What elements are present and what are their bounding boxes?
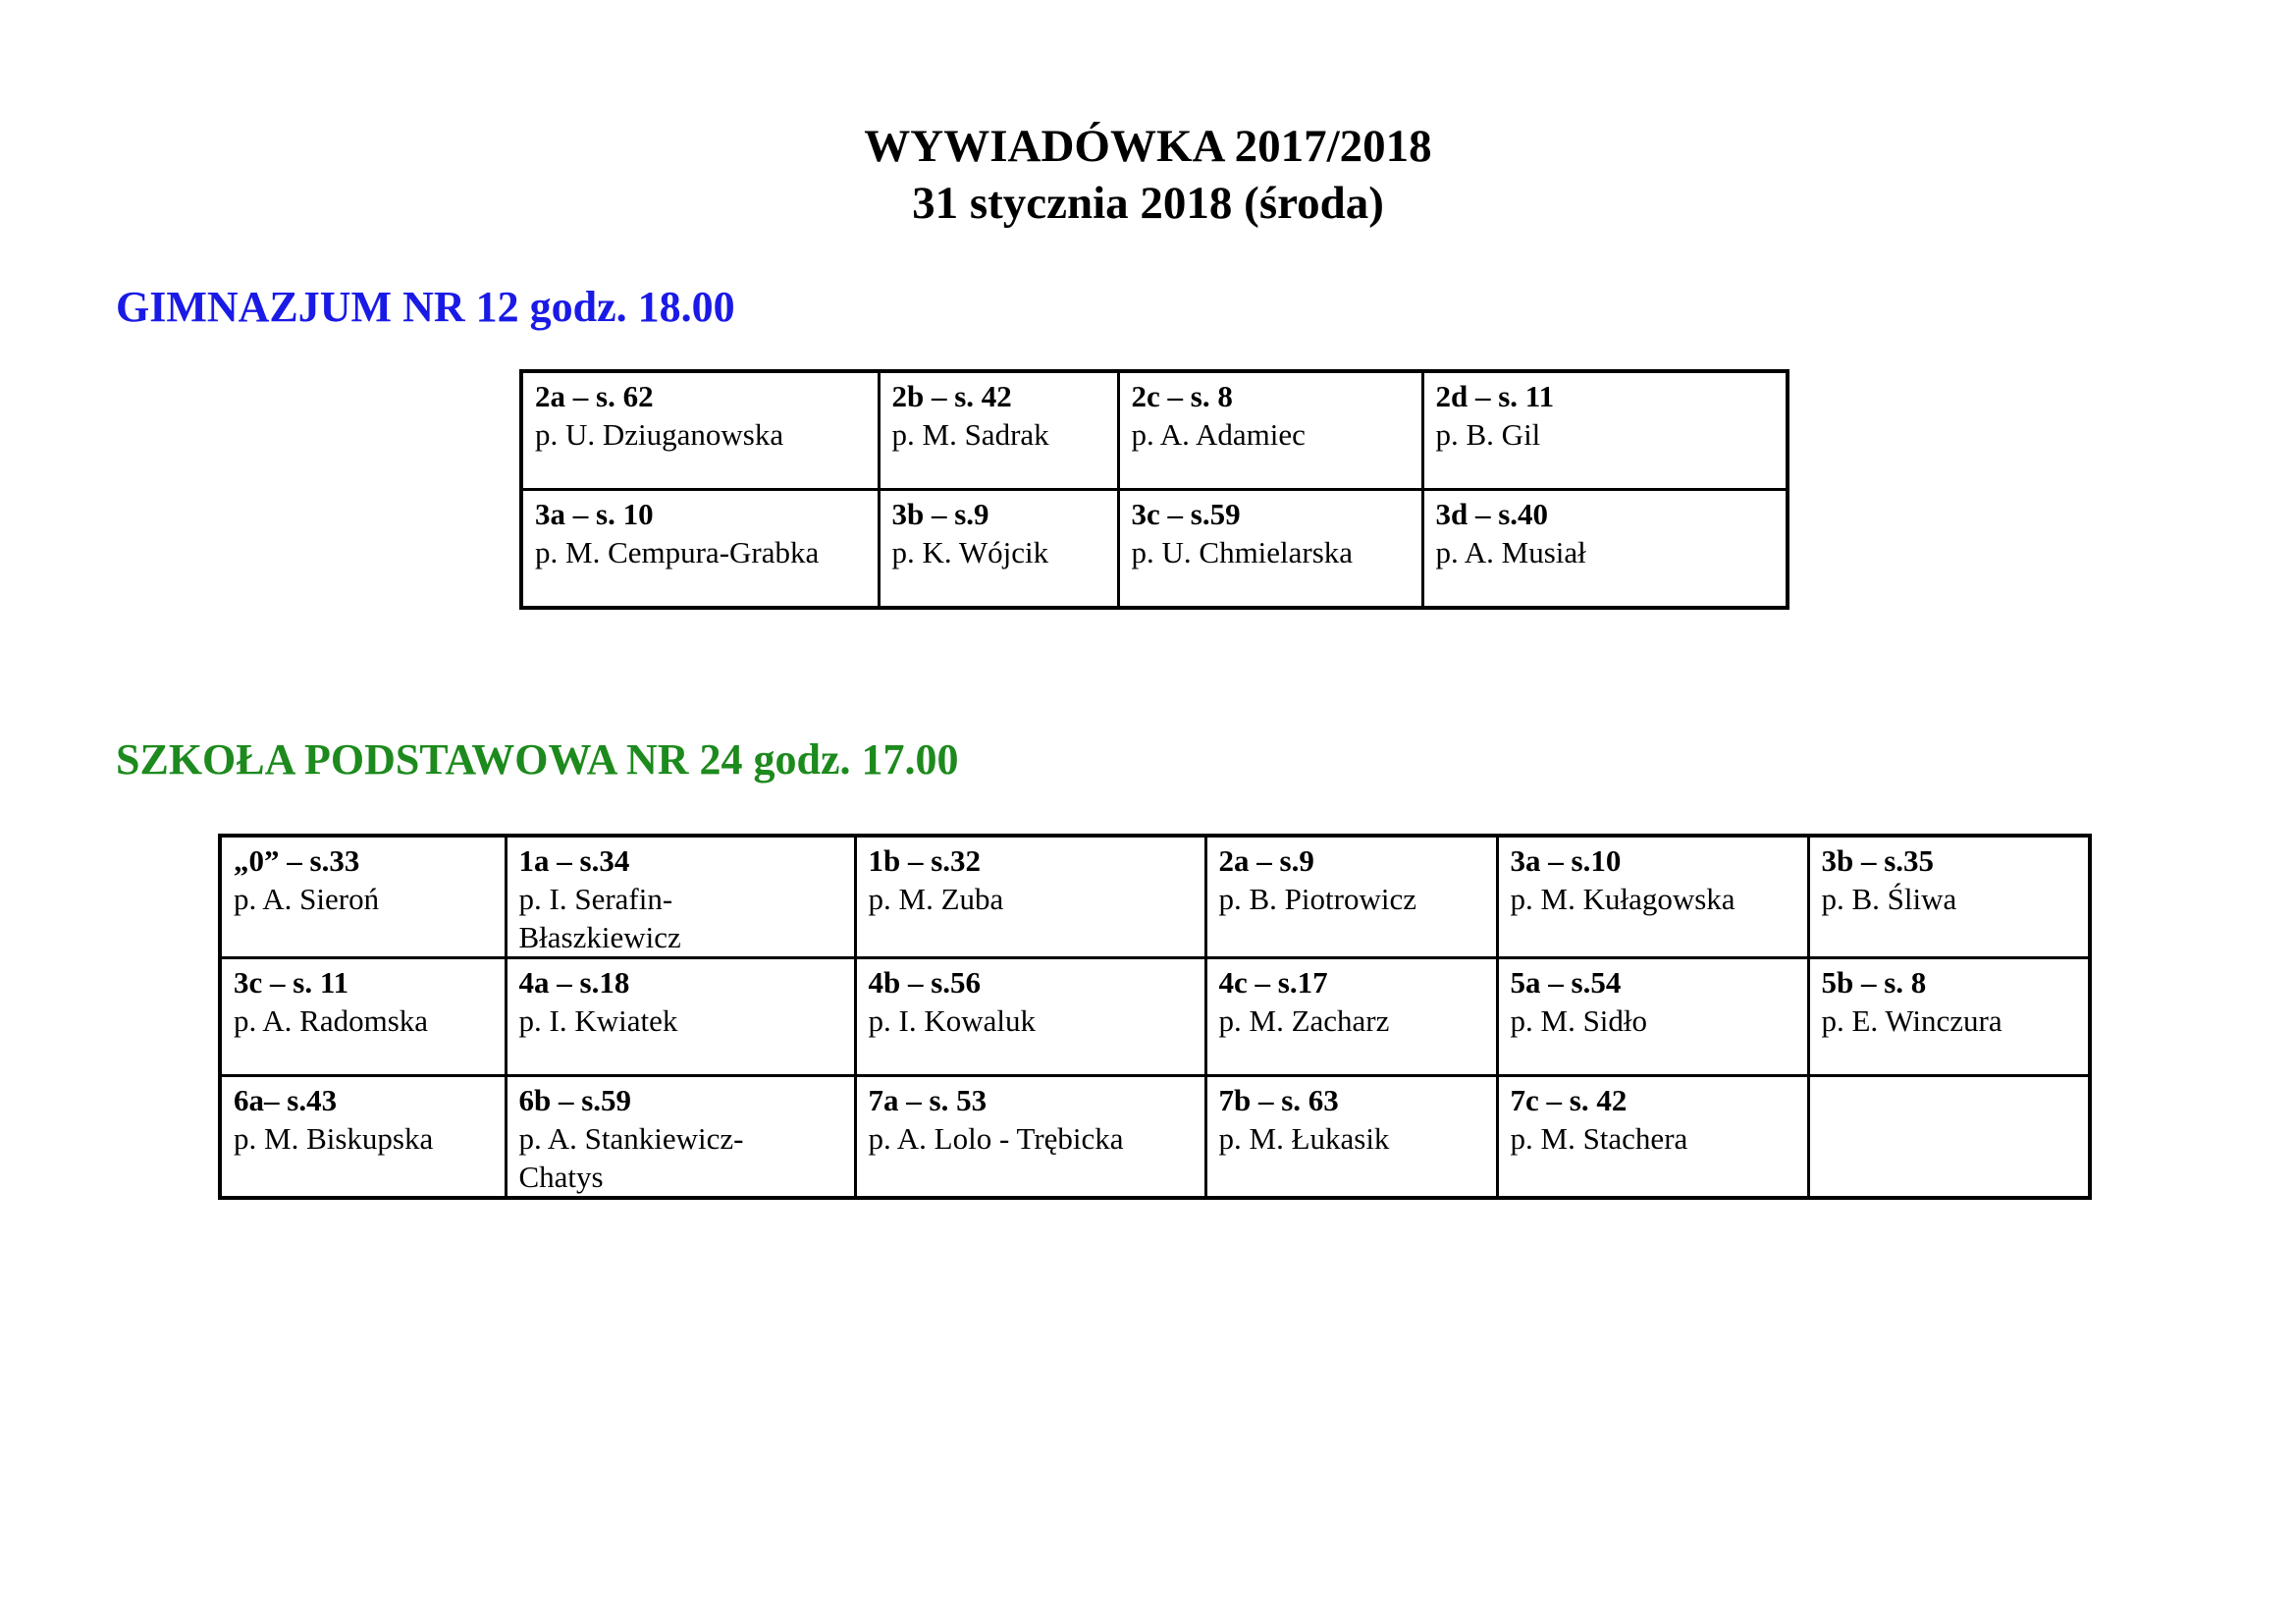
teacher-name: p. A. Radomska [234,1003,429,1038]
class-cell [1205,958,1497,1076]
class-room-label: 2b – s. 42 [891,379,1012,413]
teacher-name: p. M. Cempura-Grabka [535,535,820,569]
teacher-name: p. I. Serafin-Błaszkiewicz [518,882,681,954]
table-row [521,371,1788,490]
class-room-label: 4c – s.17 [1218,965,1328,1000]
class-cell [506,958,855,1076]
class-room-label: 3b – s.35 [1821,843,1935,878]
teacher-name: p. K. Wójcik [891,535,1049,569]
class-cell [855,1076,1205,1199]
class-cell [220,958,506,1076]
class-room-label: 7b – s. 63 [1218,1083,1339,1117]
class-cell [1205,1076,1497,1199]
class-room-label: 3b – s.9 [891,497,989,531]
class-cell [879,490,1118,609]
class-cell [1422,371,1788,490]
gimnazjum-schedule-table [519,369,1789,610]
teacher-name: p. I. Kowaluk [868,1003,1036,1038]
class-room-label: 1b – s.32 [868,843,982,878]
class-room-label: „0” – s.33 [234,843,360,878]
podstawowa-schedule-table [218,834,2092,1200]
teacher-name: p. A. Lolo - Trębicka [868,1121,1124,1156]
class-room-label: 3d – s.40 [1435,497,1549,531]
teacher-name: p. U. Chmielarska [1131,535,1354,569]
teacher-name: p. A. Stankiewicz-Chatys [518,1121,744,1194]
class-room-label: 3c – s. 11 [234,965,349,1000]
table-row [220,958,2090,1076]
teacher-name: p. A. Musiał [1435,535,1586,569]
teacher-name: p. U. Dziuganowska [535,417,784,452]
teacher-name: p. B. Piotrowicz [1218,882,1416,916]
class-room-label: 5b – s. 8 [1821,965,1927,1000]
teacher-name: p. M. Zuba [868,882,1004,916]
class-cell [1808,958,2090,1076]
class-room-label: 7a – s. 53 [868,1083,988,1117]
gimnazjum-heading: GIMNAZJUM NR 12 godz. 18.00 [116,283,735,331]
class-cell [1497,958,1808,1076]
teacher-name: p. M. Łukasik [1218,1121,1390,1156]
class-cell [855,958,1205,1076]
class-cell [506,1076,855,1199]
class-cell [521,490,879,609]
class-cell [1118,490,1422,609]
class-room-label: 7c – s. 42 [1510,1083,1628,1117]
class-cell [1422,490,1788,609]
class-cell [1497,836,1808,958]
class-room-label: 4a – s.18 [518,965,630,1000]
class-room-label: 2c – s. 8 [1131,379,1233,413]
teacher-name: p. M. Stachera [1510,1121,1688,1156]
class-room-label: 3c – s.59 [1131,497,1241,531]
teacher-name: p. M. Zacharz [1218,1003,1390,1038]
class-room-label: 3a – s. 10 [535,497,654,531]
teacher-name: p. M. Sadrak [891,417,1049,452]
class-cell [1808,836,2090,958]
teacher-name: p. E. Winczura [1821,1003,2002,1038]
class-cell [879,371,1118,490]
table-row [220,1076,2090,1199]
class-room-label: 1a – s.34 [518,843,630,878]
teacher-name: p. B. Gil [1435,417,1541,452]
class-cell [521,371,879,490]
class-cell [220,836,506,958]
teacher-name: p. A. Sieroń [234,882,380,916]
class-cell [506,836,855,958]
class-cell [1118,371,1422,490]
class-room-label: 6a– s.43 [234,1083,338,1117]
teacher-name: p. M. Biskupska [234,1121,434,1156]
meeting-date: 31 stycznia 2018 (środa) [912,178,1384,229]
class-room-label: 3a – s.10 [1510,843,1622,878]
document-title: WYWIADÓWKA 2017/2018 [864,121,1432,172]
podstawowa-heading: SZKOŁA PODSTAWOWA NR 24 godz. 17.00 [116,735,959,784]
teacher-name: p. I. Kwiatek [518,1003,678,1038]
empty-cell [1808,1076,2090,1199]
teacher-name: p. M. Sidło [1510,1003,1648,1038]
class-room-label: 5a – s.54 [1510,965,1622,1000]
table-row [220,836,2090,958]
class-cell [1205,836,1497,958]
table-row [521,490,1788,609]
class-room-label: 2d – s. 11 [1435,379,1555,413]
teacher-name: p. M. Kułagowska [1510,882,1735,916]
class-room-label: 2a – s.9 [1218,843,1314,878]
class-cell [220,1076,506,1199]
teacher-name: p. A. Adamiec [1131,417,1306,452]
teacher-name: p. B. Śliwa [1821,882,1957,916]
class-room-label: 4b – s.56 [868,965,982,1000]
class-cell [1497,1076,1808,1199]
class-cell [855,836,1205,958]
class-room-label: 2a – s. 62 [535,379,654,413]
class-room-label: 6b – s.59 [518,1083,632,1117]
